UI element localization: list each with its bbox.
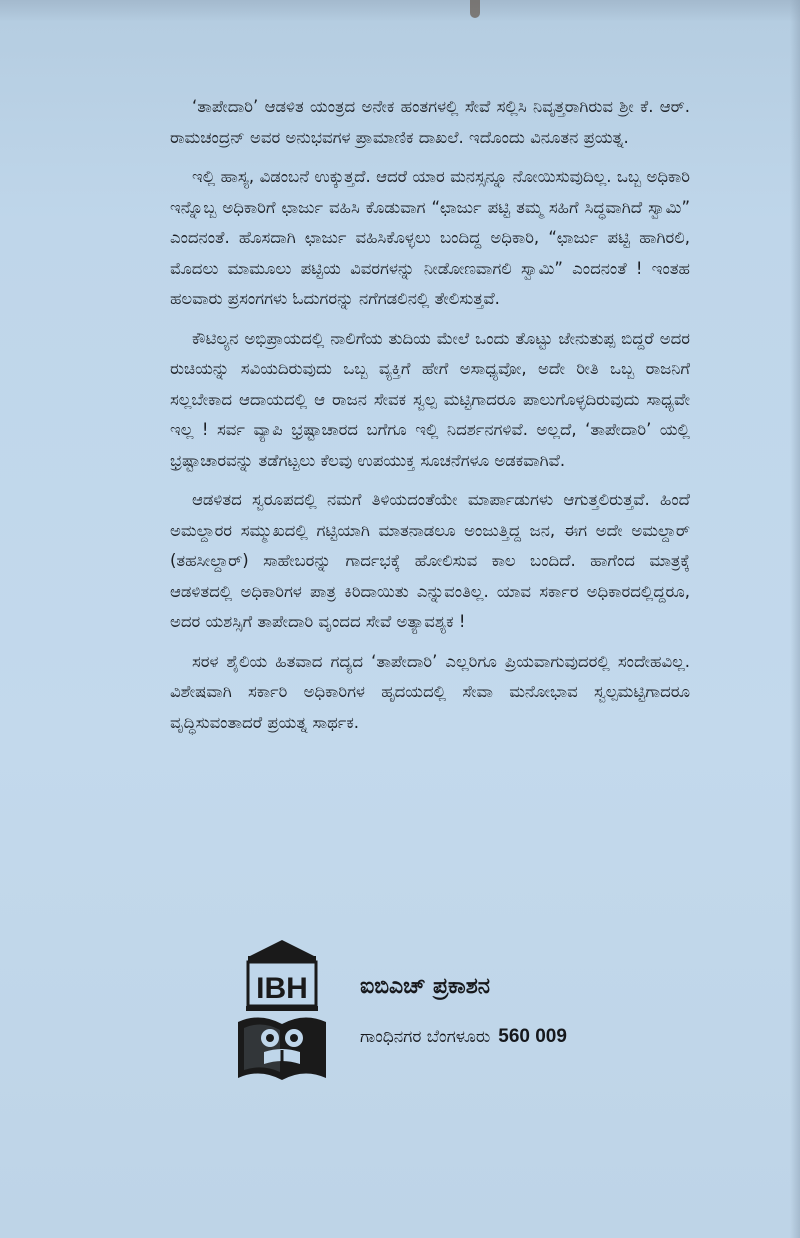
publisher-block xyxy=(236,938,656,1088)
blurb-paragraph-2: ಇಲ್ಲಿ ಹಾಸ್ಯ, ವಿಡಂಬನೆ ಉಕ್ಕುತ್ತದೆ. ಆದರೆ ಯಾರ ಮನಸ್ಸನ್ನೂ ನೋಯಿಸುವುದಿಲ್ಲ. ಒಬ್ಬ ಅಧಿಕಾರಿ ಇನ್ನೊಬ್ಬ ಅಧಿಕಾರಿಗೆ ಛಾರ್ಜು ವಹಿಸಿ ಕೊಡುವಾಗ “ಛಾರ್ಜು ಪಟ್ಟಿ ತಮ್ಮ ಸಹಿಗೆ ಸಿದ್ಧವಾಗಿದೆ ಸ್ವಾಮಿ” ಎಂದನಂತೆ. ಹೊಸದಾಗಿ ಛಾರ್ಜು ವಹಿಸಿಕೊಳ್ಳಲು ಬಂದಿದ್ದ ಅಧಿಕಾರಿ, “ಛಾರ್ಜು ಪಟ್ಟಿ ಹಾಗಿರಲಿ, ಮೊದಲು ಮಾಮೂಲು ಪಟ್ಟಿಯ ವಿವರಗಳನ್ನು ನೀಡೋಣವಾಗಲಿ ಸ್ವಾಮಿ” ಎಂದನಂತೆ ! ಇಂತಹ ಹಲವಾರು ಪ್ರಸಂಗಗಳು ಓದುಗರನ್ನು ನಗೆಗಡಲಿನಲ್ಲಿ ತೇಲಿಸುತ್ತವೆ. xyxy=(170,167,690,308)
publisher-pincode: 560 009 xyxy=(498,1026,567,1047)
publisher-name: ಐಬಿಎಚ್ ಪ್ರಕಾಶನ xyxy=(360,974,490,999)
publisher-address: ಗಾಂಧಿನಗರ ಬೆಂಗಳೂರು xyxy=(360,1027,491,1047)
open-book-logo-icon xyxy=(236,938,328,1086)
blurb-paragraph-4: ಆಡಳಿತದ ಸ್ವರೂಪದಲ್ಲಿ ನಮಗೆ ತಿಳಿಯದಂತೆಯೇ ಮಾರ್ಪಾಡುಗಳು ಆಗುತ್ತಲಿರುತ್ತವೆ. ಹಿಂದೆ ಅಮಲ್ದಾರರ ಸಮ್ಮುಖದಲ್ಲಿ ಗಟ್ಟಿಯಾಗಿ ಮಾತನಾಡಲೂ ಅಂಜುತ್ತಿದ್ದ ಜನ, ಈಗ ಅದೇ ಅಮಲ್ದಾರ್ (ತಹಸೀಲ್ದಾರ್) ಸಾಹೇಬರನ್ನು ಗಾರ್ದಭಕ್ಕೆ ಹೋಲಿಸುವ ಕಾಲ ಬಂದಿದೆ. ಹಾಗೆಂದ ಮಾತ್ರಕ್ಕೆ ಆಡಳಿತದಲ್ಲಿ ಅಧಿಕಾರಿಗಳ ಪಾತ್ರ ಕಿರಿದಾಯಿತು ಎನ್ನುವಂತಿಲ್ಲ. ಯಾವ ಸರ್ಕಾರ ಅಧಿಕಾರದಲ್ಲಿದ್ದರೂ, ಅದರ ಯಶಸ್ಸಿಗೆ ತಾಪೇದಾರಿ ವೃಂದದ ಸೇವೆ ಅತ್ಯಾವಶ್ಯಕ ! xyxy=(170,490,690,631)
blurb-paragraph-3: ಕೌಟಿಲ್ಯನ ಅಭಿಪ್ರಾಯದಲ್ಲಿ ನಾಲಿಗೆಯ ತುದಿಯ ಮೇಲೆ ಒಂದು ತೊಟ್ಟು ಜೇನುತುಪ್ಪ ಬಿದ್ದರೆ ಅದರ ರುಚಿಯನ್ನು ಸವಿಯದಿರುವುದು ಒಬ್ಬ ವ್ಯಕ್ತಿಗೆ ಹೇಗೆ ಅಸಾಧ್ಯವೋ, ಅದೇ ರೀತಿ ಒಬ್ಬ ರಾಜನಿಗೆ ಸಲ್ಲಬೇಕಾದ ಆದಾಯದಲ್ಲಿ ಆ ರಾಜನ ಸೇವಕ ಸ್ವಲ್ಪ ಮಟ್ಟಿಗಾದರೂ ಪಾಲುಗೊಳ್ಳದಿರುವುದು ಸಾಧ್ಯವೇ ಇಲ್ಲ ! ಸರ್ವ ವ್ಯಾಪಿ ಭ್ರಷ್ಟಾಚಾರದ ಬಗೆಗೂ ಇಲ್ಲಿ ನಿದರ್ಶನಗಳಿವೆ. ಅಲ್ಲದೆ, ‘ತಾಪೇದಾರಿ’ ಯಲ್ಲಿ ಭ್ರಷ್ಟಾಚಾರವನ್ನು ತಡೆಗಟ್ಟಲು ಕೆಲವು ಉಪಯುಕ್ತ ಸೂಚನೆಗಳೂ ಅಡಕವಾಗಿವೆ. xyxy=(170,328,690,470)
blurb-paragraph-5: ಸರಳ ಶೈಲಿಯ ಹಿತವಾದ ಗದ್ಯದ ‘ತಾಪೇದಾರಿ’ ಎಲ್ಲರಿಗೂ ಪ್ರಿಯವಾಗುವುದರಲ್ಲಿ ಸಂದೇಹವಿಲ್ಲ. ವಿಶೇಷವಾಗಿ ಸರ್ಕಾರಿ ಅಧಿಕಾರಿಗಳ ಹೃದಯದಲ್ಲಿ ಸೇವಾ ಮನೋಭಾವ ಸ್ವಲ್ಪಮಟ್ಟಿಗಾದರೂ ವೃದ್ಧಿಸುವಂತಾದರೆ ಪ್ರಯತ್ನ ಸಾರ್ಥಕ. xyxy=(170,651,690,732)
publisher-address-line xyxy=(360,1026,567,1048)
blurb-paragraph-1: ‘ತಾಪೇದಾರಿ’ ಆಡಳಿತ ಯಂತ್ರದ ಅನೇಕ ಹಂತಗಳಲ್ಲಿ ಸೇವೆ ಸಲ್ಲಿಸಿ ನಿವೃತ್ತರಾಗಿರುವ ಶ್ರೀ ಕೆ. ಆರ್. ರಾಮಚಂದ್ರನ್ ಅವರ ಅನುಭವಗಳ ಪ್ರಾಮಾಣಿಕ ದಾಖಲೆ. ಇದೊಂದು ವಿನೂತನ ಪ್ರಯತ್ನ. xyxy=(170,97,690,147)
paper-stain xyxy=(470,0,480,18)
logo-text: IBH xyxy=(256,972,308,1005)
blurb-text xyxy=(170,92,690,747)
